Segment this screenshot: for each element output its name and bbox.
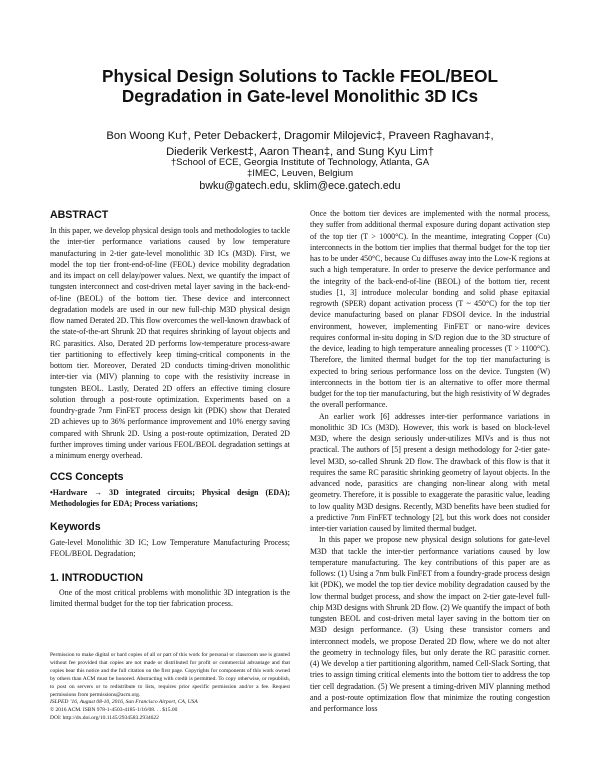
keywords-text: Gate-level Monolithic 3D IC; Low Temperature Manufacturing Process; FEOL/BEOL Degradation; bbox=[50, 538, 290, 559]
authors-line-2: Diederik Verkest‡, Aaron Thean‡, and Sung Kyu Lim† bbox=[166, 146, 434, 158]
title-line-1: Physical Design Solutions to Tackle FEOL/BEOL bbox=[101, 66, 499, 86]
author-list bbox=[40, 128, 560, 160]
permission-footnote bbox=[50, 652, 290, 723]
introduction-body bbox=[50, 587, 290, 610]
doi-link[interactable]: DOI: http://dx.doi.org/10.1145/2934583.2934622 bbox=[50, 715, 159, 722]
copyright-line: © 2016 ACM. ISBN 978-1-4503-4185-1/16/08. . . $15.00 bbox=[50, 707, 178, 714]
introduction-heading: 1. INTRODUCTION bbox=[50, 572, 143, 584]
affiliation-georgia: †School of ECE, Georgia Institute of Technology, Atlanta, GA bbox=[170, 157, 430, 168]
intro-paragraph-1: Once the bottom tier devices are implemented with the normal process, they suffer from additional thermal exposure during dopant activation step of the top tier (T > 1000°C). In the meantime, integrating Copper (Cu) interconnects in the bottom tier implies that thermal budget for the top tier has to be under 450°C, because Cu diffuses away into the Low-K regions at such a high temperature. In order to preserve the device performance and the integrity of the back-end-of-line (BEOL) of the bottom tier, recent studies [1, 3] introduce molecular bonding and solid phase epitaxial regrowth (SPER) dopant activation process (T ~ 450°C) for the top tier device manufacturing based on planar FDSOI device. In the industrial environment, however, implementing FinFET or nano-wire devices requires conformal in-situ doping in S/D region due to the 3D structure of the device, leading to high temperature annealing processes (T > 1100°C). Therefore, the limited thermal budget for the top tier manufacturing is expected to bring serious performance loss on the device. Tungsten (W) interconnects in the bottom tier is an alternative to offer more thermal budget for the top tier manufacturing, but the high resistivity of W degrades the overall performance. bbox=[310, 209, 550, 410]
abstract-heading: ABSTRACT bbox=[50, 209, 109, 221]
ccs-heading: CCS Concepts bbox=[50, 471, 124, 483]
conference-venue: ISLPED ’16, August 08-10, 2016, San Francisco Airport, CA, USA bbox=[50, 699, 198, 706]
permission-text: Permission to make digital or hard copies of all or part of this work for personal or classroom use is granted without fee provided that copies are not made or distributed for profit or commercial advantage and that copies bear this notice and the full citation on the first page. Copyrights for components of this work owned by others than ACM must be honored. Abstracting with credit is permitted. To copy otherwise, or republish, to post on servers or to redistribute to lists, requires prior specific permission and/or a fee. Request permissions from permissions@acm.org. bbox=[50, 652, 290, 698]
authors-line-1: Bon Woong Ku†, Peter Debacker‡, Dragomir Milojevic‡, Praveen Raghavan‡, bbox=[106, 130, 494, 142]
title-line-2: Degradation in Gate-level Monolithic 3D ICs bbox=[121, 86, 479, 106]
abstract-body bbox=[50, 225, 290, 461]
affiliation-imec: ‡IMEC, Leuven, Belgium bbox=[246, 168, 354, 179]
right-column-body bbox=[310, 208, 550, 714]
abstract-text: In this paper, we develop physical design tools and methodologies to tackle the inter-tier performance variations caused by low temperature manufacturing in 2-tier gate-level monolithic 3D ICs (M3D). First, we model the top tier front-end-of-line (FEOL) device mobility degradation and its impact on cell delay/power values. Next, we quantify the impact of tungsten interconnect and cost-driven metal layer saving in the back-end-of-line (BEOL) of the bottom tier. These device and interconnect degradation models are used in our new full-chip M3D physical design flow named Derated 2D. This flow overcomes the well-known drawback of the state-of-the-art Shrunk 2D that requires shrinking of layout objects and RC parasitics. Also, Derated 2D performs low-temperature process-aware tier partitioning to effectively keep timing-critical components in the bottom tier. Moreover, Derated 2D conducts timing-driven monolithic inter-tier via (MIV) planning to cope with the resistivity increase in tungsten BEOL. Lastly, Derated 2D offers an effective timing closure solution through a post-route optimization. Experiments based on a foundry-grade 7nm FinFET process design kit (PDK) show that Derated 2D achieves up to 36% performance improvement and 10% energy saving compared with Shrunk 2D. Using a post-route optimization, Derated 2D further improves timing under various FEOL/BEOL degradation settings at a minimum energy overhead. bbox=[50, 226, 290, 460]
keywords-heading: Keywords bbox=[50, 521, 101, 533]
keywords-body bbox=[50, 537, 290, 560]
introduction-text: One of the most critical problems with monolithic 3D integration is the limited thermal budget for the top tier fabrication process. bbox=[50, 588, 290, 609]
paper-title bbox=[40, 66, 560, 106]
ccs-body bbox=[50, 487, 290, 510]
author-emails: bwku@gatech.edu, sklim@ece.gatech.edu bbox=[199, 180, 401, 192]
intro-paragraph-3: In this paper we propose new physical design solutions for gate-level M3D that tackle the inter-tier performance variations caused by low temperature manufacturing. The key contributions of this paper are as follows: (1) Using a 7nm bulk FinFET from a foundry-grade process design kit (PDK), we model the top tier device mobility degradation caused by the low thermal budget process, and show the impact on 2-tier gate-level full-chip M3D designs with Shrunk 2D flow. (2) We quantify the impact of both tungsten BEOL and cost-driven metal layer saving in the bottom tier on M3D design performance. (3) Using these transistor corners and interconnect models, we propose Derated 2D flow, where we do not alter the geometry in technology files, but only derate the RC parasitic corner. (4) We develop a tier partitioning algorithm, named Cell-Slack Sorting, that tries to assign timing critical elements into the bottom tier to address the top tier cell degradation. (5) We present a timing-driven MIV planning method and a post-route optimization flow that minimize the routing congestion and performance loss bbox=[310, 535, 550, 713]
intro-paragraph-2: An earlier work [6] addresses inter-tier performance variations in monolithic 3D ICs (M3D). However, this work is based on block-level M3D, where the design seriously under-utilizes MIVs and is thus not practical. The authors of [5] present a design methodology for 2-tier gate-level M3D, so-called Shrunk 2D flow. The drawback of this flow is that it requires the same RC parasitic shrinking geometry of layout objects. In the advanced node, parasitics are changing non-linear along with metal geometry. Therefore, it is possible to exaggerate the parasitic value, leading to low quality M3D designs. Recently, M3D benefits have been studied for a predictive 7nm FinFET technology [2], but this work does not consider inter-tier variation caused by limited thermal budget. bbox=[310, 411, 550, 533]
ccs-text: •Hardware → 3D integrated circuits; Physical design (EDA); Methodologies for EDA; Process variations; bbox=[50, 488, 290, 509]
